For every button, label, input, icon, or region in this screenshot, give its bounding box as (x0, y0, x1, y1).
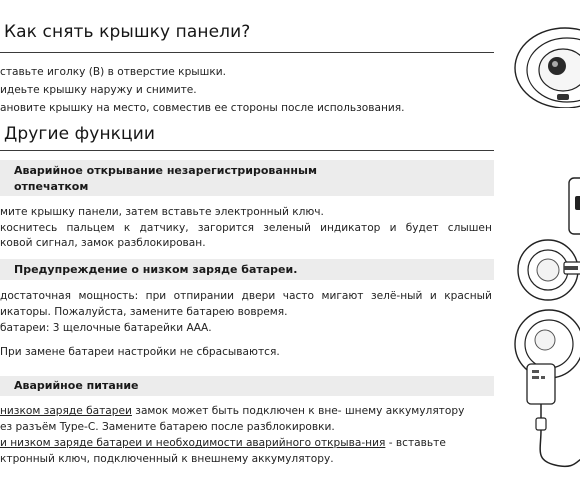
section-divider (0, 150, 494, 151)
instruction-line: ановите крышку на место, совместив ее стороны после использования. (0, 102, 405, 114)
word: датчику, (139, 222, 189, 234)
instruction-line (0, 222, 492, 234)
instruction-line: мите крышку панели, затем вставьте электронный ключ. (0, 206, 324, 218)
word: отпирании (173, 290, 235, 302)
instruction-line: ез разъём Type-C. Замените батарею после разблокировки. (0, 421, 335, 433)
word: и (389, 222, 397, 234)
emergency-power-illustration (505, 300, 580, 500)
section-divider (0, 52, 494, 53)
word: загорится (197, 222, 255, 234)
word: мощность: (78, 290, 139, 302)
word: зелё-ный (370, 290, 423, 302)
subsection-title: отпечатком (14, 180, 89, 193)
word: зеленый (263, 222, 311, 234)
word: индикатор (320, 222, 381, 234)
key-slot-illustration (565, 176, 580, 236)
battery-lock-illustration (512, 236, 580, 304)
instruction-line: идеьте крышку наружу и снимите. (0, 84, 197, 96)
word: мигают (321, 290, 364, 302)
subsection-title: Предупреждение о низком заряде батареи. (14, 263, 298, 276)
note-line: При замене батареи настройки не сбрасываются. (0, 346, 280, 358)
word: слышен (447, 222, 492, 234)
instruction-line: батареи: 3 щелочные батарейки ААА. (0, 322, 212, 334)
word: достаточная (0, 290, 71, 302)
instruction-line: икаторы. Пожалуйста, замените батарею вовремя. (0, 306, 288, 318)
word: к (123, 222, 131, 234)
word: и (429, 290, 437, 302)
word: двери (241, 290, 276, 302)
word: будет (405, 222, 439, 234)
word: красный (444, 290, 492, 302)
subsection-title: Аварийное открывание незарегистрированным (14, 164, 317, 177)
underlined-text: и низком заряде батареи и необходимости аварийного открыва-ния (0, 437, 386, 449)
word: коснитесь (0, 222, 58, 234)
instruction-line: и низком заряде батареи и необходимости аварийного открыва-ния - вставьте (0, 437, 446, 449)
underlined-text: низком заряде батареи (0, 405, 132, 417)
lock-cover-illustration (505, 18, 580, 108)
section-title-other-functions: Другие функции (4, 124, 156, 144)
word: при (145, 290, 167, 302)
subsection-title: Аварийное питание (14, 379, 139, 392)
instruction-line: ктронный ключ, подключенный к внешнему аккумулятору. (0, 453, 334, 465)
word: пальцем (66, 222, 115, 234)
instruction-line: ковой сигнал, замок разблокирован. (0, 237, 206, 249)
instruction-line (0, 290, 492, 302)
section-title-remove-cover: Как снять крышку панели? (4, 22, 251, 42)
instruction-line: ставьте иголку (B) в отверстие крышки. (0, 66, 227, 78)
instruction-line: низком заряде батареи замок может быть подключен к вне- шнему аккумулятору (0, 405, 465, 417)
word: часто (282, 290, 314, 302)
